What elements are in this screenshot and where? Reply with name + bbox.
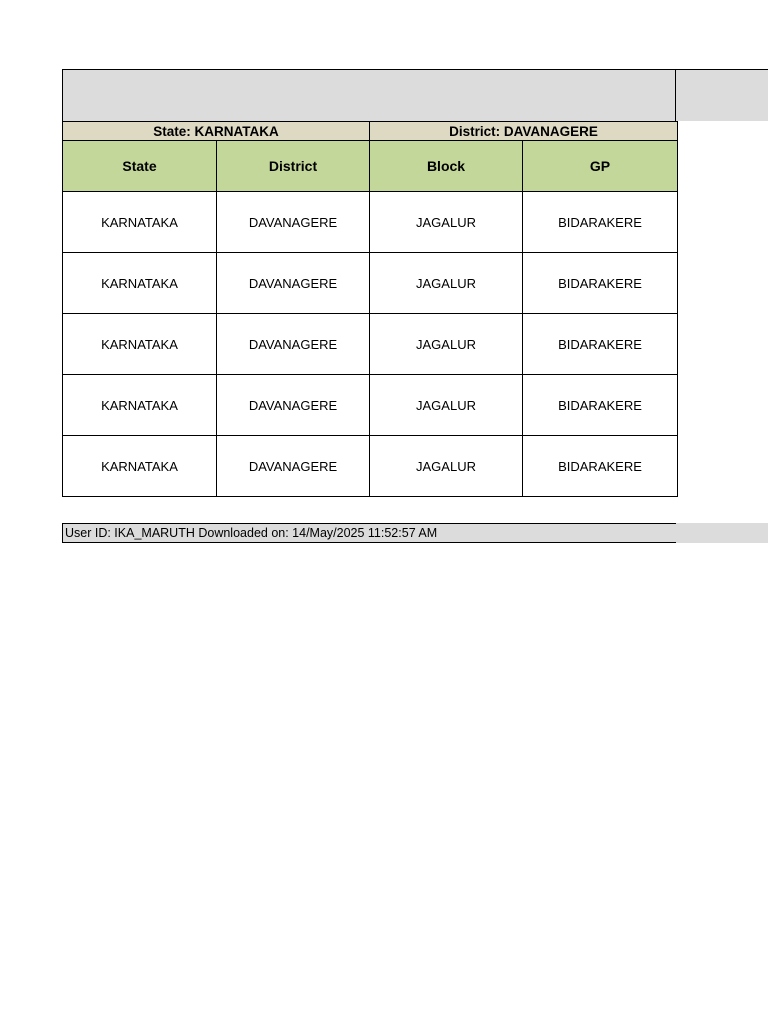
- column-header-district: District: [217, 141, 370, 192]
- column-header-state: State: [63, 141, 217, 192]
- column-header-gp: GP: [523, 141, 678, 192]
- cell-district: DAVANAGERE: [217, 192, 370, 253]
- state-label: State: KARNATAKA: [63, 122, 370, 141]
- column-header-row: [63, 141, 678, 192]
- cell-block: JAGALUR: [370, 253, 523, 314]
- cell-gp: BIDARAKERE: [523, 314, 678, 375]
- cell-state: KARNATAKA: [63, 436, 217, 497]
- cell-district: DAVANAGERE: [217, 436, 370, 497]
- cell-block: JAGALUR: [370, 436, 523, 497]
- title-band-right-border: [675, 70, 676, 121]
- table-row: [63, 253, 678, 314]
- table-row: [63, 375, 678, 436]
- cell-gp: BIDARAKERE: [523, 436, 678, 497]
- cell-block: JAGALUR: [370, 375, 523, 436]
- cell-state: KARNATAKA: [63, 192, 217, 253]
- title-band-left-border: [62, 70, 63, 121]
- cell-gp: BIDARAKERE: [523, 375, 678, 436]
- column-header-block: Block: [370, 141, 523, 192]
- download-info: User ID: IKA_MARUTH Downloaded on: 14/May/2025 11:52:57 AM: [62, 523, 676, 543]
- district-label: District: DAVANAGERE: [370, 122, 678, 141]
- cell-state: KARNATAKA: [63, 375, 217, 436]
- cell-state: KARNATAKA: [63, 314, 217, 375]
- location-row: [63, 122, 678, 141]
- cell-district: DAVANAGERE: [217, 314, 370, 375]
- table-row: [63, 192, 678, 253]
- report-title-band: [62, 69, 768, 121]
- cell-district: DAVANAGERE: [217, 253, 370, 314]
- cell-gp: BIDARAKERE: [523, 253, 678, 314]
- cell-state: KARNATAKA: [63, 253, 217, 314]
- footer-band: [62, 523, 768, 543]
- cell-district: DAVANAGERE: [217, 375, 370, 436]
- table-row: [63, 436, 678, 497]
- cell-block: JAGALUR: [370, 314, 523, 375]
- report-table: [62, 121, 678, 497]
- table-row: [63, 314, 678, 375]
- cell-gp: BIDARAKERE: [523, 192, 678, 253]
- cell-block: JAGALUR: [370, 192, 523, 253]
